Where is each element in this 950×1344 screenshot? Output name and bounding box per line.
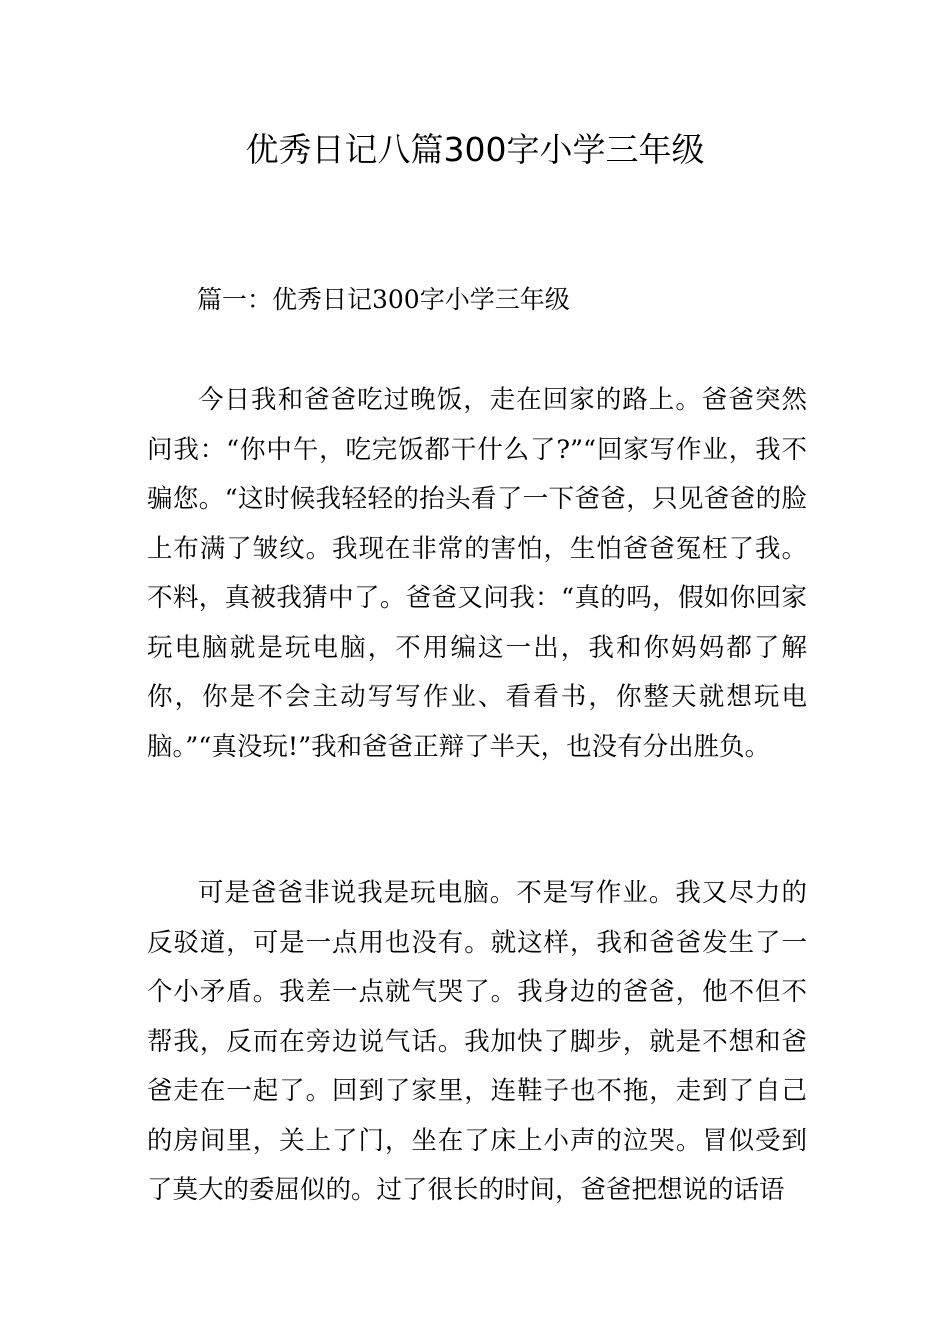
paragraph-2: 可是爸爸非说我是玩电脑。不是写作业。我又尽力的反驳道，可是一点用也没有。就这样，我和爸爸发生了一个小矛盾。我差一点就气哭了。我身边的爸爸，他不但不帮我，反而在旁边说气话。我加快了脚步，就是不想和爸爸走在一起了。回到了家里，连鞋子也不拖，走到了自己的房间里，关上了门，坐在了床上小声的泣哭。冒似受到了莫大的委屈似的。过了很长的时间，爸爸把想说的话语: [147, 878, 807, 1205]
section-heading: 篇一：优秀日记300字小学三年级: [197, 285, 570, 314]
document-title: 优秀日记八篇300字小学三年级: [245, 130, 705, 169]
paragraph-1: 今日我和爸爸吃过晚饭，走在回家的路上。爸爸突然问我：“你中午，吃完饭都干什么了?”“回家写作业，我不骗您。“这时候我轻轻的抬头看了一下爸爸，只见爸爸的脸上布满了皱纹。我现在非常的害怕，生怕爸爸冤枉了我。不料，真被我猜中了。爸爸又问我：“真的吗，假如你回家玩电脑就是玩电脑，不用编这一出，我和你妈妈都了解你，你是不会主动写写作业、看看书，你整天就想玩电脑。”“真没玩!”我和爸爸正辩了半天，也没有分出胜负。: [147, 385, 807, 762]
